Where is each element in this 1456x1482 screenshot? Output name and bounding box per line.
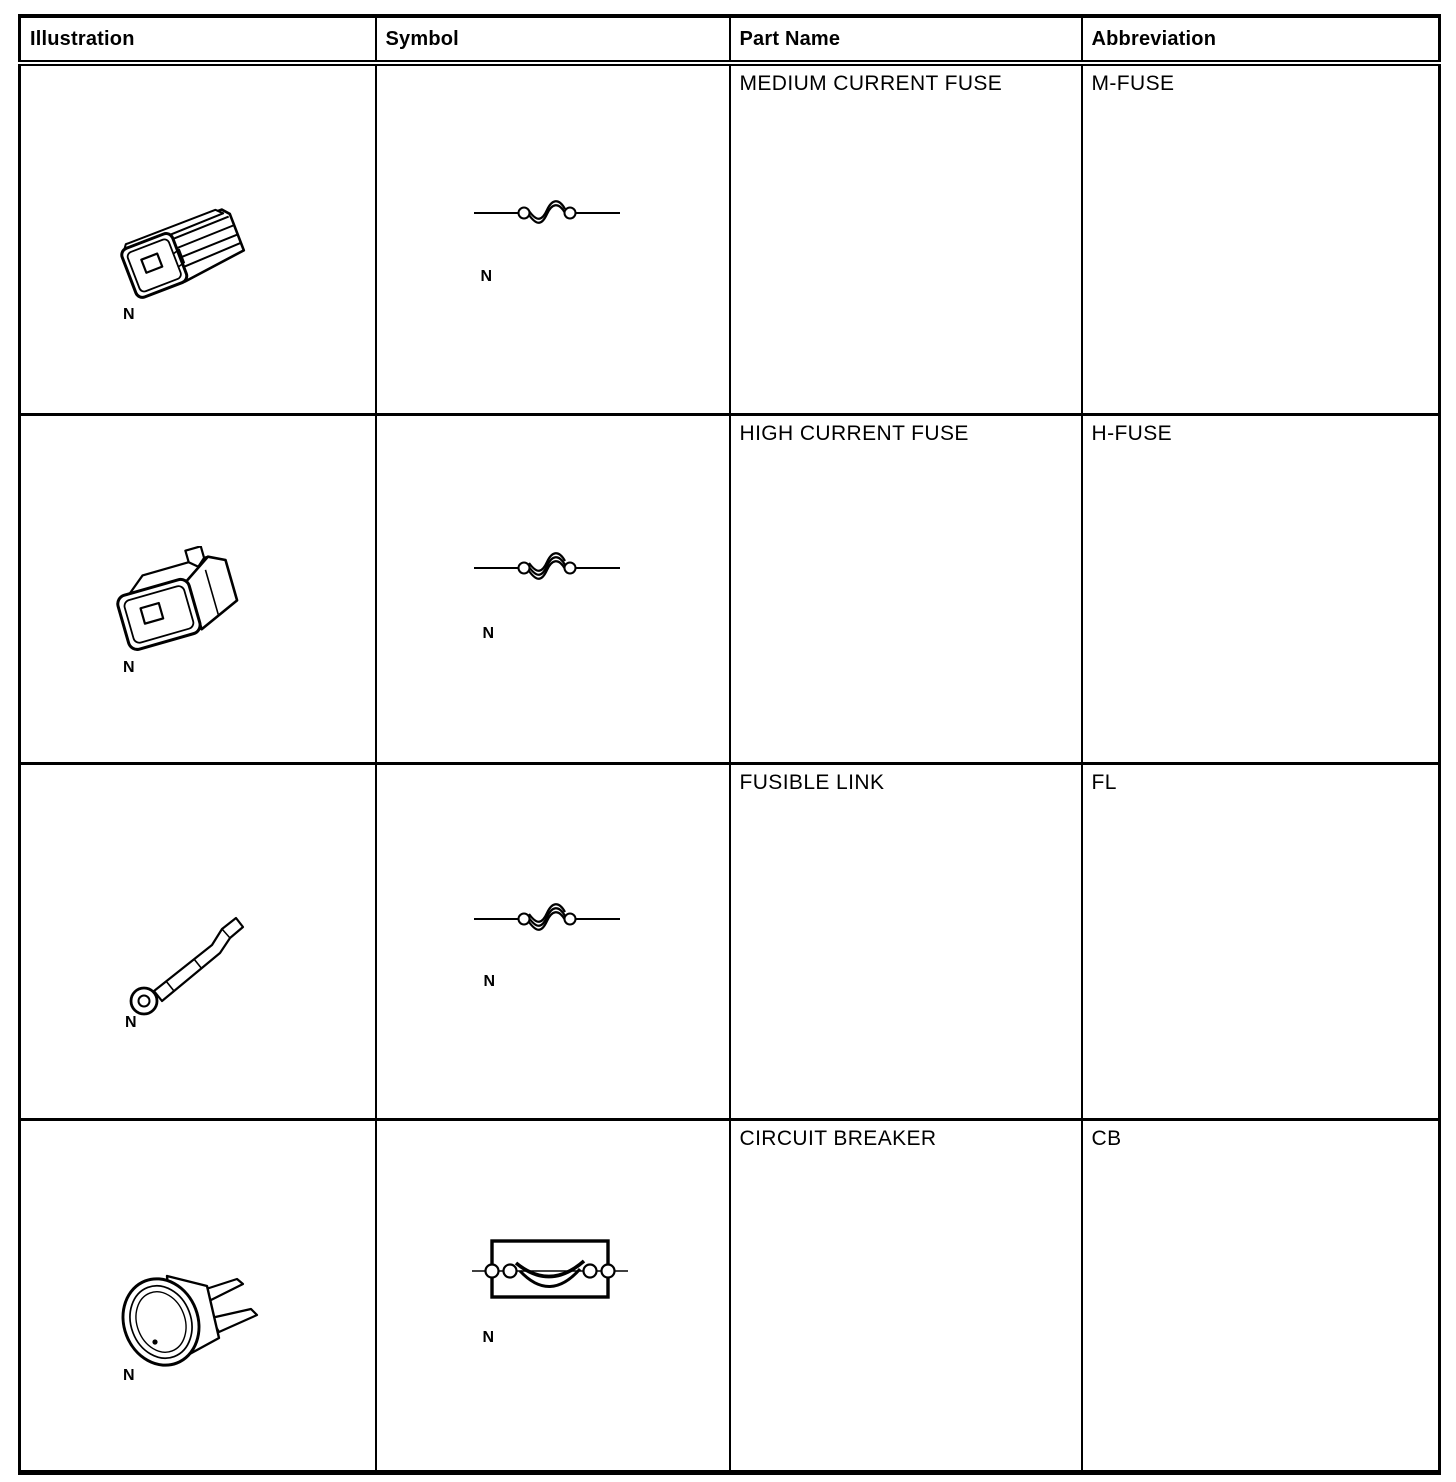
illustration-note-label: N	[123, 1366, 135, 1384]
symbol-cell	[376, 763, 730, 1119]
part-name-cell	[730, 763, 1082, 1119]
illustration-note-label: N	[123, 306, 135, 323]
illustration-cell	[20, 1119, 376, 1472]
part-name: CIRCUIT BREAKER	[739, 1126, 937, 1150]
col-header-abbreviation: Abbreviation	[1082, 16, 1440, 63]
col-header-part-name: Part Name	[730, 16, 1082, 63]
table-row-medium-current-fuse	[20, 63, 1440, 414]
abbreviation-cell	[1082, 414, 1440, 763]
abbreviation-cell	[1082, 1119, 1440, 1472]
fuse-symbol-triple-strand-icon	[472, 546, 622, 590]
table-row-fusible-link	[20, 763, 1440, 1119]
symbol-note-label: N	[480, 268, 493, 285]
symbol-cell	[376, 414, 730, 763]
symbol-cell	[376, 63, 730, 414]
symbol-note-label: N	[483, 972, 496, 990]
illustration-cell	[20, 763, 376, 1119]
abbreviation: FL	[1091, 770, 1117, 794]
abbreviation: M-FUSE	[1091, 72, 1175, 95]
part-name: FUSIBLE LINK	[739, 770, 885, 794]
table-row-high-current-fuse	[20, 414, 1440, 763]
medium-current-fuse-illustration	[113, 194, 263, 309]
high-current-fuse-illustration	[111, 546, 261, 661]
part-name-cell	[730, 414, 1082, 763]
illustration-note-label: N	[125, 1013, 137, 1031]
illustration-note-label: N	[123, 658, 135, 676]
header-row	[20, 16, 1440, 63]
fuse-component-table	[18, 14, 1441, 1475]
abbreviation-cell	[1082, 763, 1440, 1119]
col-header-symbol: Symbol	[376, 16, 730, 63]
illustration-cell	[20, 63, 376, 414]
abbreviation-cell	[1082, 63, 1440, 414]
fuse-symbol-double-strand-icon	[472, 191, 622, 235]
abbreviation: CB	[1091, 1126, 1122, 1150]
part-name-cell	[730, 63, 1082, 414]
table-row-circuit-breaker	[20, 1119, 1440, 1472]
symbol-note-label: N	[482, 624, 495, 642]
circuit-breaker-illustration	[111, 1256, 271, 1376]
col-header-illustration: Illustration	[20, 16, 376, 63]
fusible-link-illustration	[106, 903, 266, 1018]
symbol-note-label: N	[482, 1328, 495, 1346]
circuit-breaker-symbol-icon	[470, 1233, 630, 1303]
abbreviation: H-FUSE	[1091, 421, 1173, 445]
part-name-cell	[730, 1119, 1082, 1472]
illustration-cell	[20, 414, 376, 763]
symbol-cell	[376, 1119, 730, 1472]
fuse-symbol-triple-strand-icon	[472, 897, 622, 941]
part-name: HIGH CURRENT FUSE	[739, 421, 969, 445]
part-name: MEDIUM CURRENT FUSE	[739, 72, 1003, 95]
